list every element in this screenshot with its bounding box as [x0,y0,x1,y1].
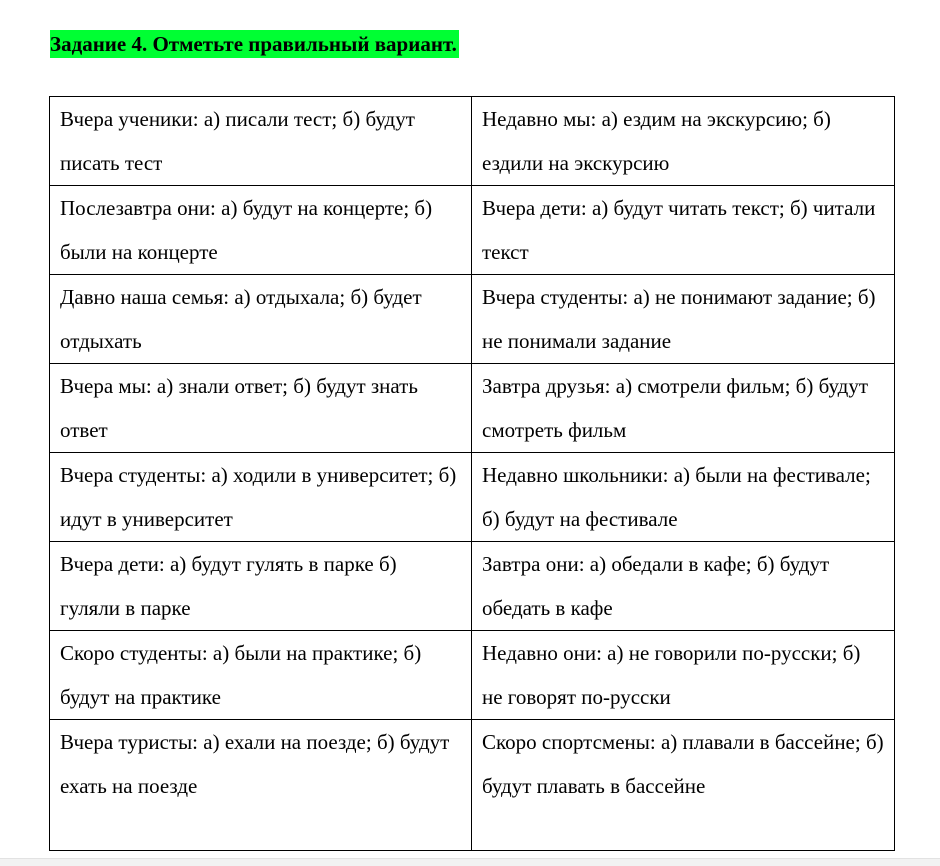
exercise-table [49,96,895,851]
table-cell-left: Вчера дети: а) будут гулять в парке б) гуляли в парке [50,542,472,631]
table-cell-right: Завтра они: а) обедали в кафе; б) будут обедать в кафе [472,542,895,631]
table-row [50,97,895,186]
table-cell-left: Давно наша семья: а) отдыхала; б) будет отдыхать [50,275,472,364]
table-cell-right: Скоро спортсмены: а) плавали в бассейне; б) будут плавать в бассейне [472,720,895,851]
table-cell-right: Завтра друзья: а) смотрели фильм; б) будут смотреть фильм [472,364,895,453]
table-row [50,275,895,364]
table-cell-right: Недавно мы: а) ездим на экскурсию; б) ездили на экскурсию [472,97,895,186]
table-row [50,186,895,275]
table-cell-left: Вчера ученики: а) писали тест; б) будут писать тест [50,97,472,186]
table-cell-right: Вчера дети: а) будут читать текст; б) читали текст [472,186,895,275]
table-cell-right: Недавно школьники: а) были на фестивале; б) будут на фестивале [472,453,895,542]
table-cell-right: Недавно они: а) не говорили по-русски; б) не говорят по-русски [472,631,895,720]
table-cell-left: Вчера туристы: а) ехали на поезде; б) будут ехать на поезде [50,720,472,851]
table-cell-left: Послезавтра они: а) будут на концерте; б) были на концерте [50,186,472,275]
table-row [50,631,895,720]
table-cell-left: Вчера мы: а) знали ответ; б) будут знать ответ [50,364,472,453]
table-row [50,542,895,631]
table-cell-left: Вчера студенты: а) ходили в университет; б) идут в университет [50,453,472,542]
table-row [50,720,895,851]
table-cell-left: Скоро студенты: а) были на практике; б) будут на практике [50,631,472,720]
table-cell-right: Вчера студенты: а) не понимают задание; б) не понимали задание [472,275,895,364]
table-row [50,364,895,453]
task-title: Задание 4. Отметьте правильный вариант. [50,32,457,56]
table-row [50,453,895,542]
